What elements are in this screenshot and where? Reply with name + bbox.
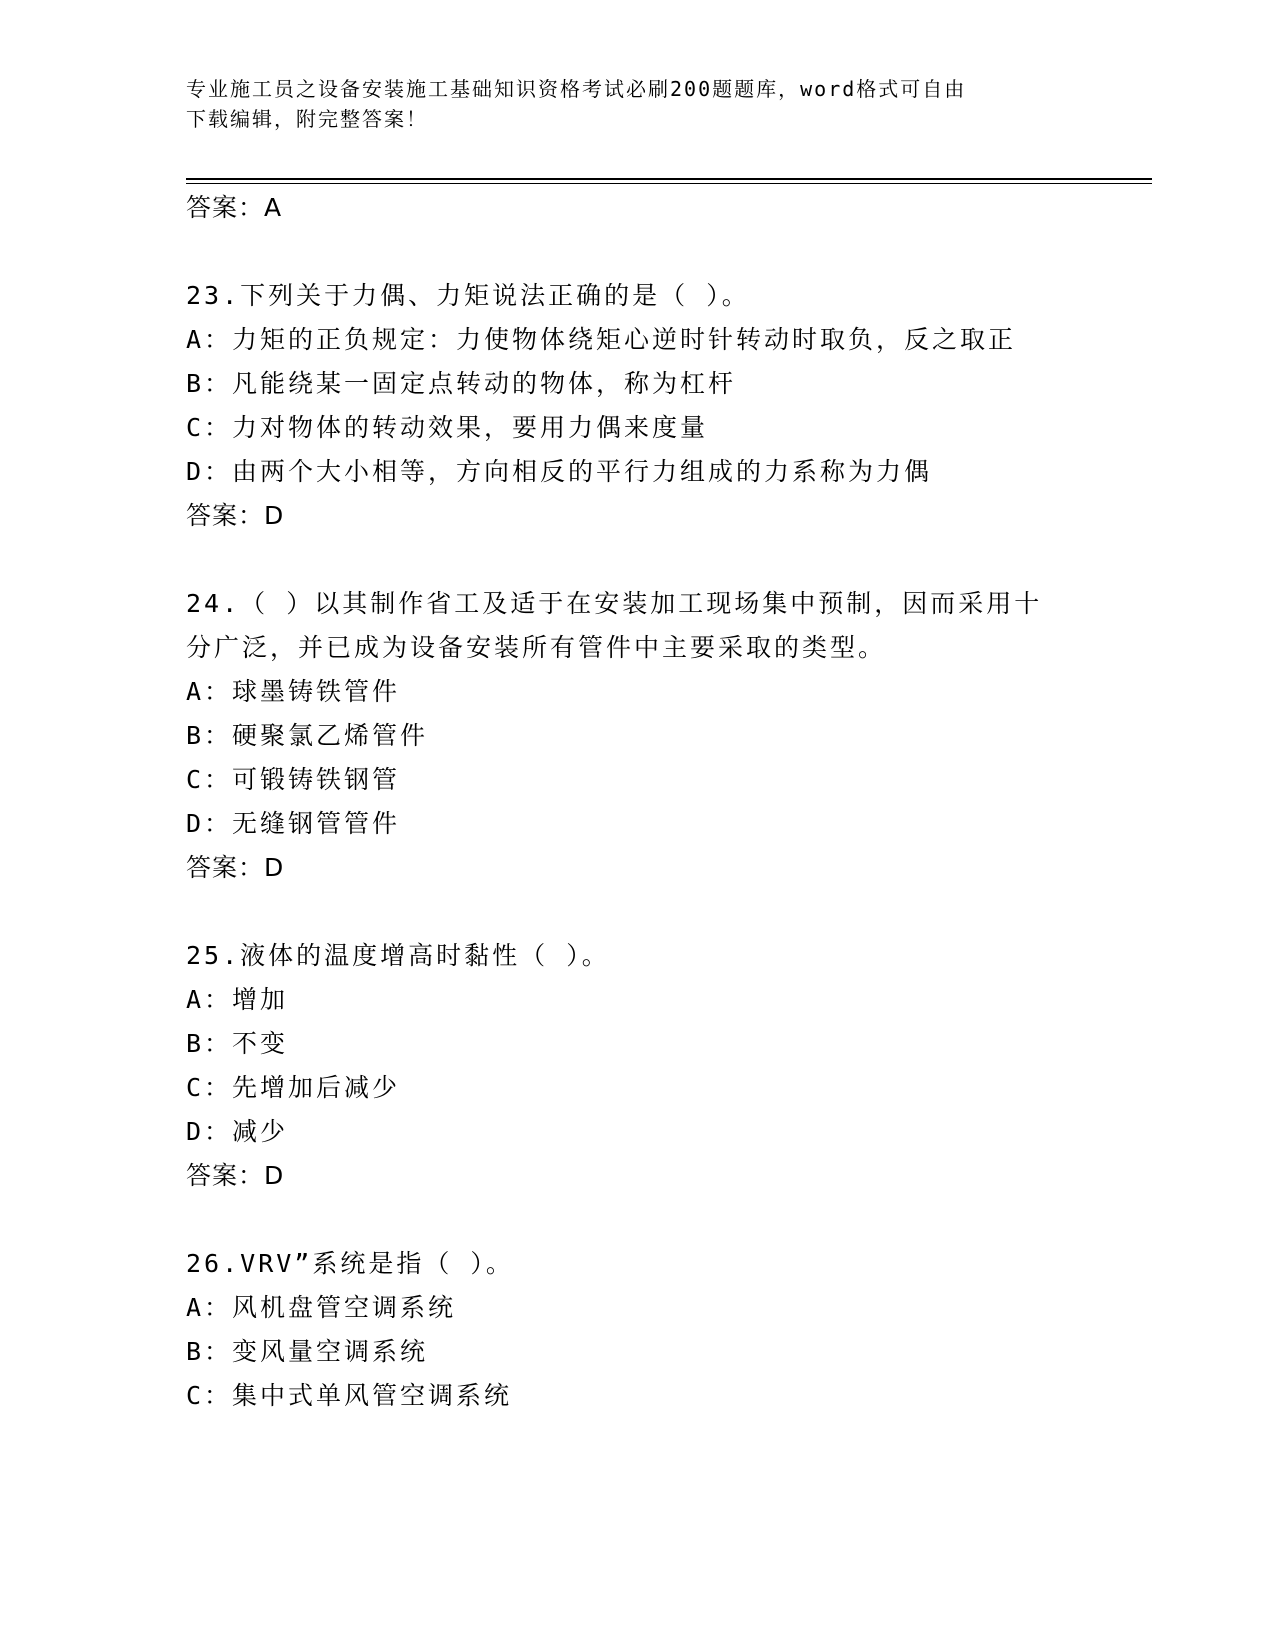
question-25-option-d: D：减少 <box>186 1117 289 1146</box>
question-25-answer: 答案：D <box>186 1161 285 1190</box>
question-24-option-b: B：硬聚氯乙烯管件 <box>186 721 429 750</box>
question-23-stem: 23.下列关于力偶、力矩说法正确的是（ ）。 <box>186 281 750 310</box>
question-24-option-d: D：无缝钢管管件 <box>186 809 401 838</box>
question-24-stem-line-2: 分广泛，并已成为设备安装所有管件中主要采取的类型。 <box>186 633 887 662</box>
document-header <box>186 74 1066 134</box>
header-line-2: 下载编辑，附完整答案！ <box>186 107 428 131</box>
question-25-stem: 25.液体的温度增高时黏性（ ）。 <box>186 941 610 970</box>
header-rule-thin <box>186 183 1152 184</box>
question-25-option-c: C：先增加后减少 <box>186 1073 401 1102</box>
question-25-option-b: B：不变 <box>186 1029 289 1058</box>
question-24-answer: 答案：D <box>186 853 285 882</box>
question-26-option-c: C：集中式单风管空调系统 <box>186 1381 513 1410</box>
question-24-option-a: A：球墨铸铁管件 <box>186 677 401 706</box>
question-24-stem-line-1: 24.（ ）以其制作省工及适于在安装加工现场集中预制，因而采用十 <box>186 589 1043 618</box>
question-24-option-c: C：可锻铸铁钢管 <box>186 765 401 794</box>
question-23-option-c: C：力对物体的转动效果，要用力偶来度量 <box>186 413 709 442</box>
question-26-stem: 26.VRV”系统是指（ ）。 <box>186 1249 514 1278</box>
question-23-answer: 答案：D <box>186 501 285 530</box>
question-23-option-a: A：力矩的正负规定：力使物体绕矩心逆时针转动时取负，反之取正 <box>186 325 1017 354</box>
question-23-option-b: B：凡能绕某一固定点转动的物体，称为杠杆 <box>186 369 737 398</box>
prev-answer: 答案：A <box>186 193 283 222</box>
header-rule-thick <box>186 178 1152 180</box>
question-26-option-b: B：变风量空调系统 <box>186 1337 429 1366</box>
question-25-option-a: A：增加 <box>186 985 289 1014</box>
question-23-option-d: D：由两个大小相等，方向相反的平行力组成的力系称为力偶 <box>186 457 933 486</box>
question-26-option-a: A：风机盘管空调系统 <box>186 1293 457 1322</box>
header-line-1: 专业施工员之设备安装施工基础知识资格考试必刷200题题库，word格式可自由 <box>186 77 967 101</box>
